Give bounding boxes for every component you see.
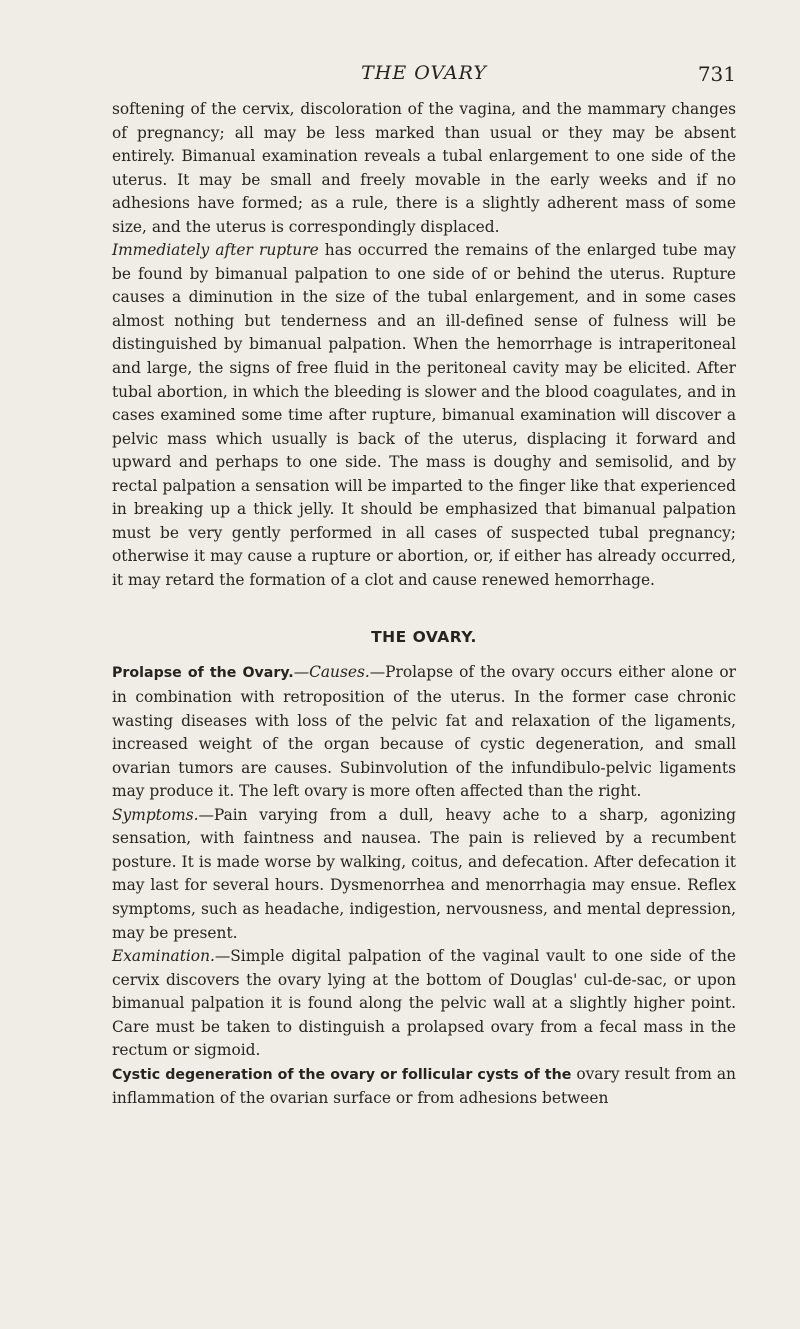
paragraph-symptoms — [112, 804, 736, 945]
paragraph-text: —Simple digital palpation of the vaginal vault to one side of the cervix discovers the ovary lying at the bottom of Douglas' cul-de-sac, or upon bimanual palpation it is found along the pelvic wall at a slightly higher point. Care must be taken to distinguish a prolapsed ovary from a fecal mass in the rectum or sigmoid. — [112, 947, 736, 1060]
running-header — [112, 62, 736, 92]
subheading-symptoms: Symptoms. — [112, 805, 199, 824]
paragraph-text: —Prolapse of the ovary occurs either alone or in combination with retroposition of the uterus. In the former case chronic wasting diseases with loss of the pelvic fat and relaxation of the ligaments, increased weight of the organ because of cystic degeneration, and small ovarian tumors are causes. Subinvolution of the infundibulo-pelvic ligaments may produce it. The left ovary is more often affected than the right. — [112, 663, 736, 801]
lead-phrase: Immediately after rupture — [112, 241, 319, 260]
em-dash: — — [293, 663, 310, 682]
page-number: 731 — [697, 62, 736, 86]
paragraph-prolapse-causes — [112, 661, 736, 803]
running-title: THE OVARY — [361, 62, 487, 84]
paragraph-examination — [112, 945, 736, 1063]
body-text — [112, 98, 736, 1111]
subheading-examination: Examination. — [112, 947, 215, 966]
run-in-heading: Prolapse of the Ovary. — [112, 665, 294, 682]
subheading-causes: Causes. — [309, 663, 370, 682]
section-title: THE OVARY. — [371, 628, 477, 647]
paragraph-text: —Pain varying from a dull, heavy ache to a sharp, agonizing sensation, with faintness and nausea. The pain is relieved by a recumbent posture. It is made worse by walking, coitus, and defecation. After defecation it may last for several hours. Dysmenorrhea and menorrhagia may ensue. Reflex symptoms, such as headache, indigestion, nervousness, and mental depression, may be present. — [112, 805, 736, 942]
paragraph-cystic-degeneration — [112, 1063, 736, 1111]
paragraph-tubal-signs: softening of the cervix, discoloration of the vagina, and the mammary changes of pregnancy; all may be less marked than usual or they may be absent entirely. Bimanual examination reveals a tubal enlargement to one side of the uterus. It may be small and freely movable in the early weeks and if no adhesions have formed; as a rule, there is a slightly adherent mass of some size, and the uterus is correspondingly displaced. — [112, 100, 736, 236]
run-in-heading: Cystic degeneration of the ovary or follicular cysts of the — [112, 1066, 572, 1083]
paragraph-after-rupture — [112, 239, 736, 592]
paragraph-text: ovary result from an inflammation of the ovarian surface or from adhesions between — [112, 1064, 736, 1108]
paragraph-text: has occurred the remains of the enlarged tube may be found by bimanual palpation to one side of or behind the uterus. Rupture causes a diminution in the size of the tubal enlargement, and in some cases almost nothing but tenderness and an ill-defined sense of fulness will be distinguished by bimanual palpation. When the hemorrhage is intraperitoneal and large, the signs of free fluid in the peritoneal cavity may be elicited. After tubal abortion, in which the bleeding is slower and the blood coagulates, and in cases examined some time after rupture, bimanual examination will discover a pelvic mass which usually is back of the uterus, displacing it forward and upward and perhaps to one side. The mass is doughy and semisolid, and by rectal palpation a sensation will be imparted to the finger like that experienced in breaking up a thick jelly. It should be emphasized that bimanual palpation must be very gently performed in all cases of suspected tubal pregnancy; otherwise it may cause a rupture or abortion, or, if either has already occurred, it may retard the formation of a clot and cause renewed hemorrhage. — [112, 241, 736, 589]
